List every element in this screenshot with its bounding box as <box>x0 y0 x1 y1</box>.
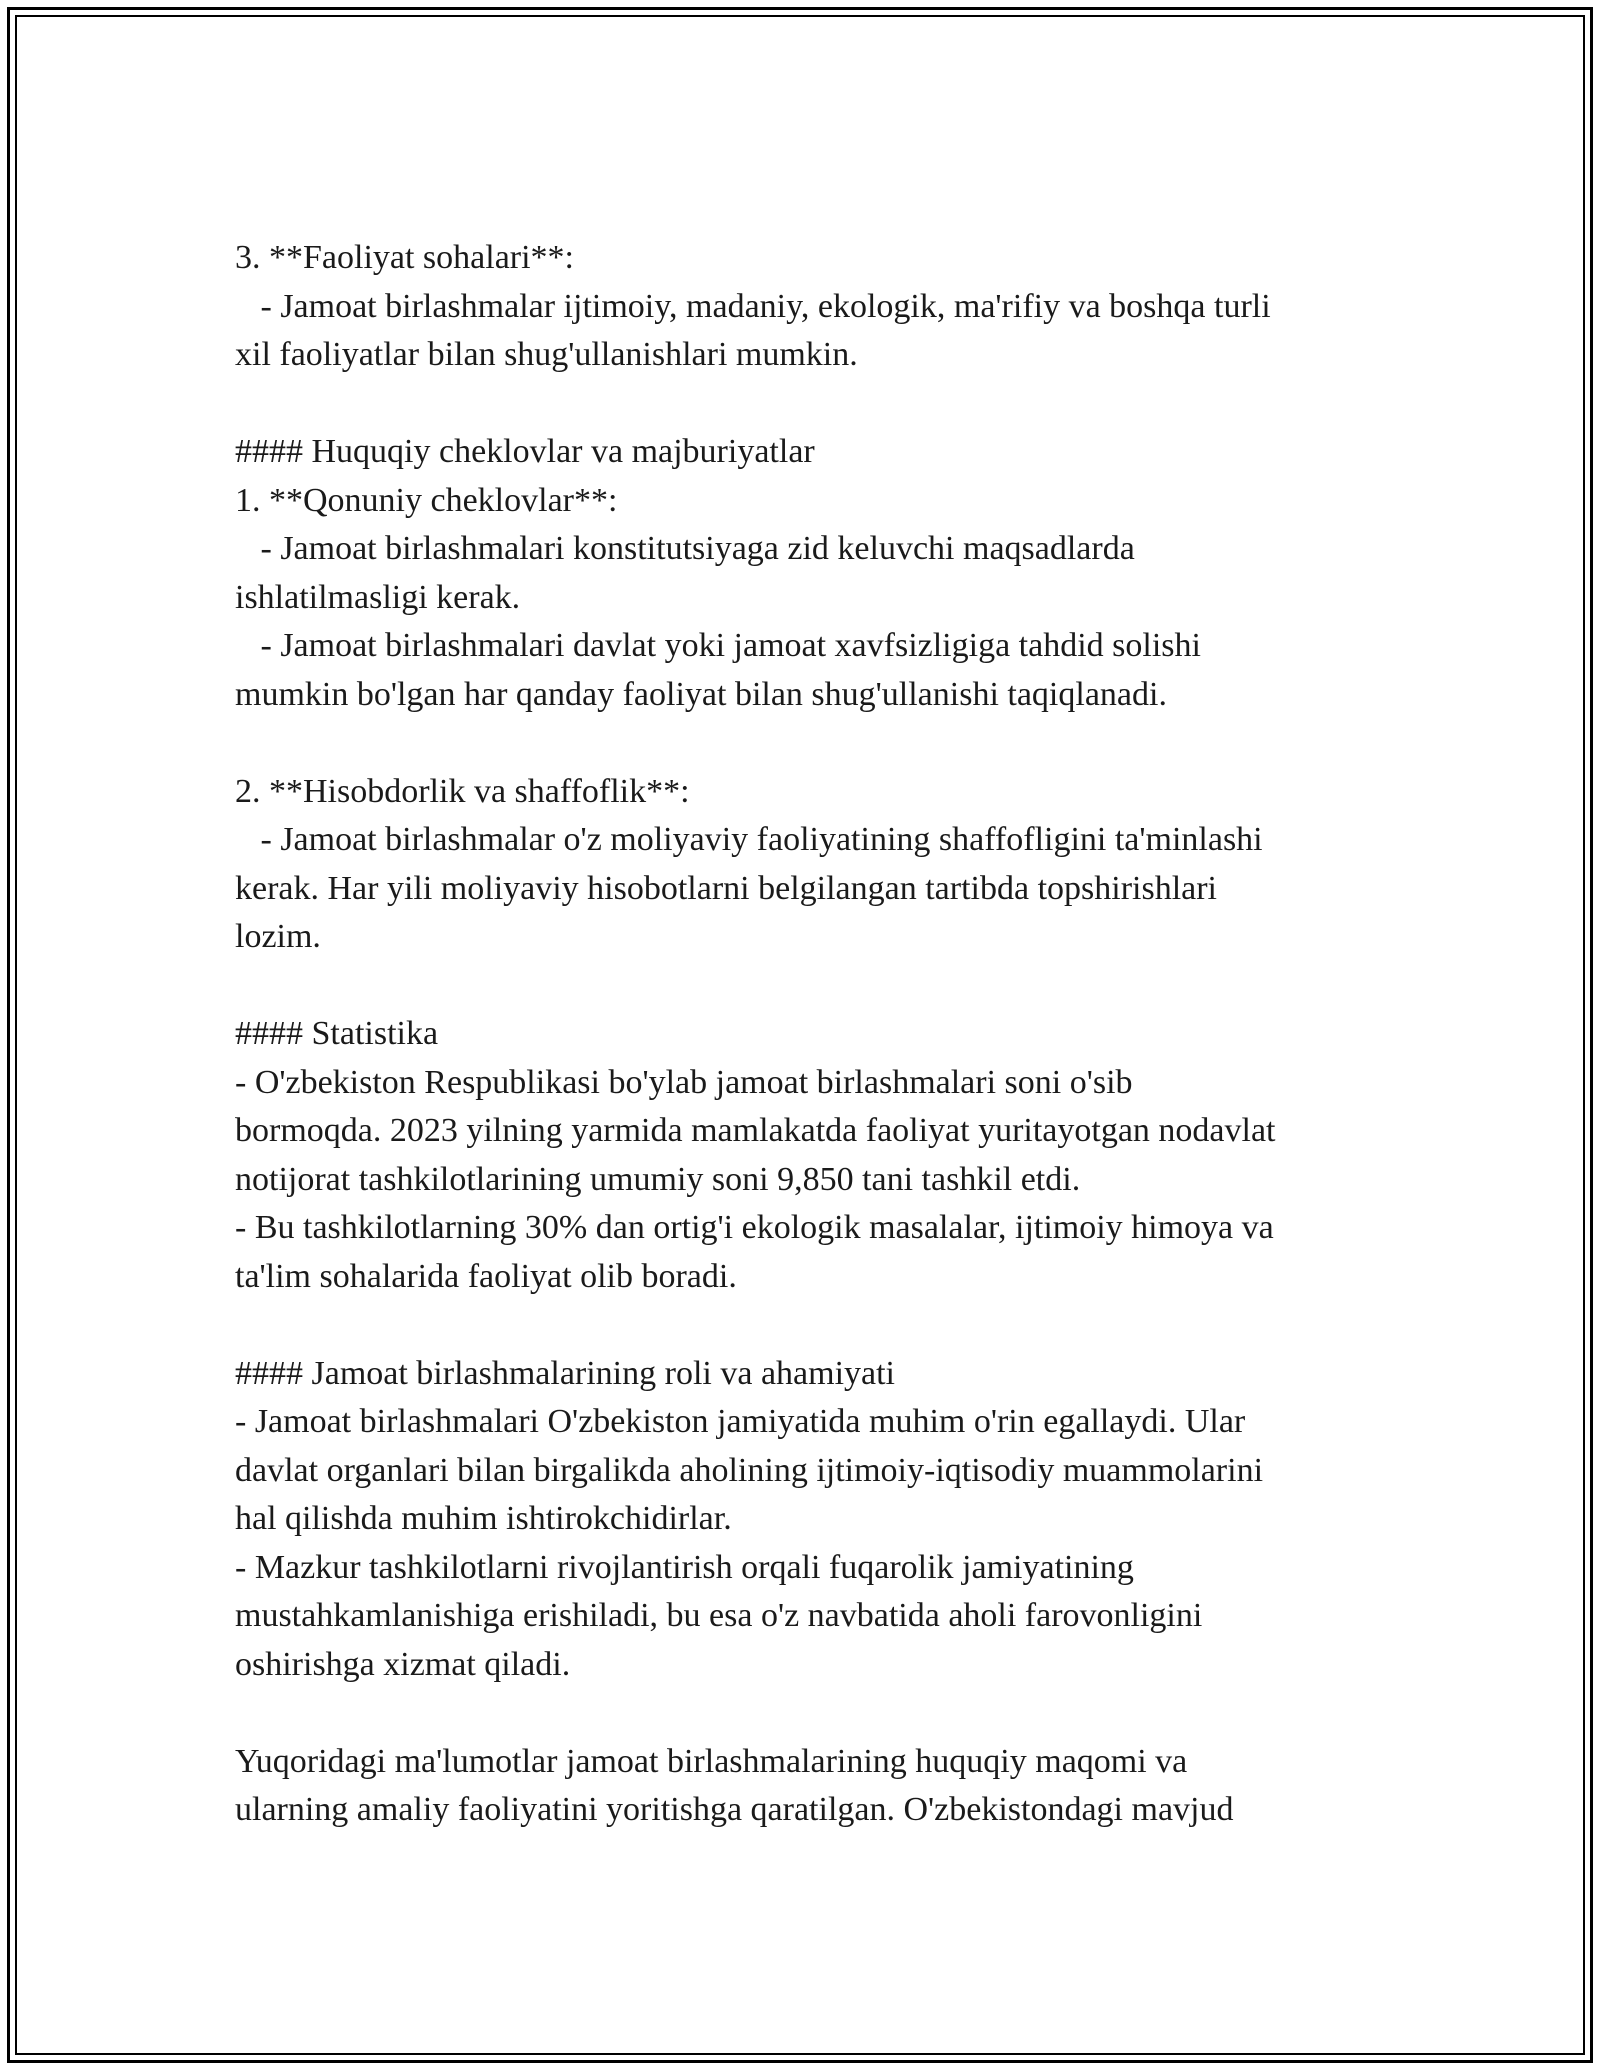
blank-line <box>235 1301 1375 1350</box>
text-line: - Jamoat birlashmalari O'zbekiston jamiyatida muhim o'rin egallaydi. Ular <box>235 1403 1246 1440</box>
text-line: oshirishga xizmat qiladi. <box>235 1645 571 1683</box>
blank-line <box>235 1689 1375 1738</box>
text-line: xil faoliyatlar bilan shug'ullanishlari mumkin. <box>235 336 858 373</box>
section-heading: #### Jamoat birlashmalarining roli va ahamiyati <box>235 1354 895 1392</box>
text-line: - Jamoat birlashmalar o'z moliyaviy faoliyatining shaffofligini ta'minlashi <box>235 821 1263 858</box>
text-line: - Mazkur tashkilotlarni rivojlantirish orqali fuqarolik jamiyatining <box>235 1548 1134 1586</box>
text-line: Yuqoridagi ma'lumotlar jamoat birlashmalarining huquqiy maqomi va <box>235 1742 1188 1780</box>
text-line: hal qilishda muhim ishtirokchidirlar. <box>235 1500 732 1537</box>
text-line: ularning amaliy faoliyatini yoritishga qaratilgan. O'zbekistondagi mavjud <box>235 1791 1234 1828</box>
blank-line <box>235 962 1375 1011</box>
blank-line <box>235 380 1375 429</box>
text-line: kerak. Har yili moliyaviy hisobotlarni belgilangan tartibda topshirishlari <box>235 869 1217 907</box>
text-line: lozim. <box>235 918 321 955</box>
blank-line <box>235 719 1375 768</box>
section-heading: #### Statistika <box>235 1015 439 1052</box>
document-body <box>235 234 1375 1835</box>
text-line: notijorat tashkilotlarining umumiy soni 9,850 tani tashkil etdi. <box>235 1160 1081 1198</box>
text-line: 3. **Faoliyat sohalari**: <box>235 239 575 276</box>
text-line: - O'zbekiston Respublikasi bo'ylab jamoat birlashmalari soni o'sib <box>235 1063 1133 1101</box>
section-heading: #### Huquqiy cheklovlar va majburiyatlar <box>235 433 815 470</box>
text-line: mustahkamlanishiga erishiladi, bu esa o'z navbatida aholi farovonligini <box>235 1597 1203 1634</box>
text-line: 2. **Hisobdorlik va shaffoflik**: <box>235 772 690 810</box>
text-line: davlat organlari bilan birgalikda aholining ijtimoiy-iqtisodiy muammolarini <box>235 1451 1264 1489</box>
text-line: - Jamoat birlashmalar ijtimoiy, madaniy, ekologik, ma'rifiy va boshqa turli <box>235 287 1271 325</box>
text-line: mumkin bo'lgan har qanday faoliyat bilan shug'ullanishi taqiqlanadi. <box>235 675 1167 713</box>
text-line: - Bu tashkilotlarning 30% dan ortig'i ekologik masalalar, ijtimoiy himoya va <box>235 1209 1274 1246</box>
text-line: 1. **Qonuniy cheklovlar**: <box>235 481 618 519</box>
text-line: bormoqda. 2023 yilning yarmida mamlakatda faoliyat yuritayotgan nodavlat <box>235 1112 1276 1149</box>
text-line: - Jamoat birlashmalari konstitutsiyaga zid keluvchi maqsadlarda <box>235 530 1135 567</box>
text-line: - Jamoat birlashmalari davlat yoki jamoat xavfsizligiga tahdid solishi <box>235 627 1201 664</box>
text-line: ishlatilmasligi kerak. <box>235 578 521 616</box>
text-line: ta'lim sohalarida faoliyat olib boradi. <box>235 1257 737 1295</box>
